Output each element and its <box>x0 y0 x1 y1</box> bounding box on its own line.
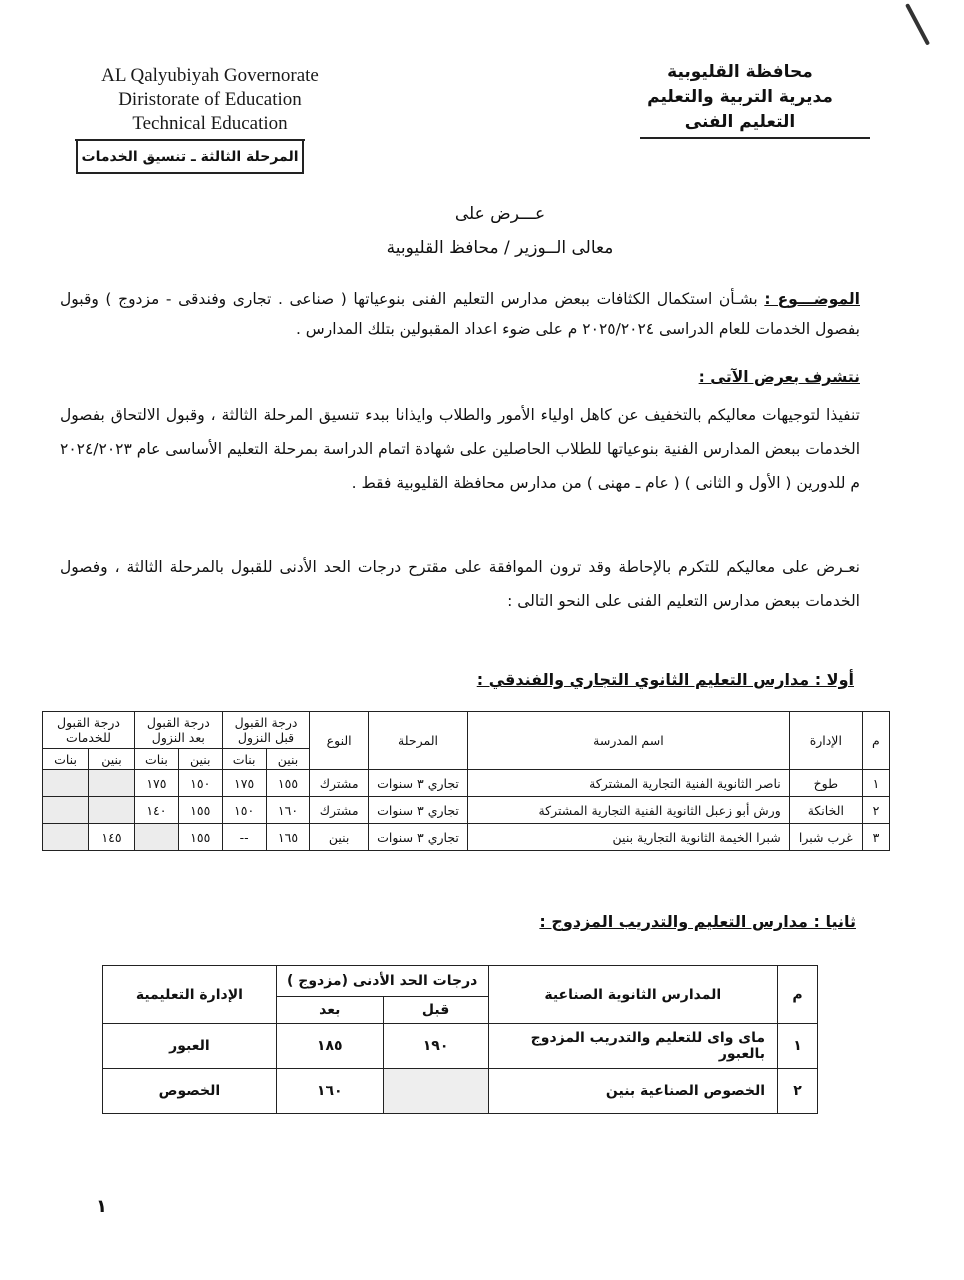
cell-school: ماى واى للتعليم والتدريب المزدوج بالعبور <box>488 1024 778 1069</box>
cell-before-boys: ١٦٠ <box>266 797 310 824</box>
cell-stage: تجاري ٣ سنوات <box>368 824 467 851</box>
col-header-school: اسم المدرسة <box>468 712 790 770</box>
cell-num: ١ <box>778 1024 818 1069</box>
phase-box: المرحلة الثالثة ـ تنسيق الخدمات <box>76 141 304 174</box>
cell-num: ٣ <box>862 824 889 851</box>
intro-heading: نتشرف بعرض الآتى : <box>698 368 860 386</box>
table-row <box>43 824 890 851</box>
header-rule-right <box>640 137 870 139</box>
cell-after-boys: ١٥٥ <box>178 797 222 824</box>
col-header-before: درجة القبول قبل النزول <box>222 712 310 749</box>
cell-type: مشترك <box>310 797 368 824</box>
cell-num: ١ <box>862 770 889 797</box>
col-header-services: درجة القبول للخدمات <box>43 712 135 749</box>
table-row <box>103 1069 818 1114</box>
cell-after-boys: ١٥٥ <box>178 824 222 851</box>
cell-type: بنين <box>310 824 368 851</box>
table-row <box>43 770 890 797</box>
section-1-title: أولا : مدارس التعليم الثانوي التجاري والفندقي : <box>476 670 854 689</box>
subject-label: الموضـــوع : <box>764 290 860 308</box>
cell-services-girls <box>43 824 89 851</box>
commercial-schools-table <box>42 711 890 851</box>
col-header-boys: بنين <box>266 749 310 770</box>
cell-admin: الخانكة <box>789 797 862 824</box>
cell-num: ٢ <box>778 1069 818 1114</box>
cell-before <box>383 1069 488 1114</box>
col-header-girls: بنات <box>222 749 266 770</box>
cell-before-boys: ١٦٥ <box>266 824 310 851</box>
col-header-girls: بنات <box>134 749 178 770</box>
arabic-header-line: مديرية التربية والتعليم <box>647 87 833 107</box>
col-header-admin: الإدارة <box>789 712 862 770</box>
addressee-line-2: معالى الــوزير / محافظ القليوبية <box>386 238 614 258</box>
cell-after: ١٦٠ <box>276 1069 383 1114</box>
paragraph-1: تنفيذا لتوجيهات معاليكم بالتخفيف عن كاهل اولياء الأمور والطلاب وايذانا ببدء تنسيق المرحلة الثالثة ، وقبول الالتحاق بفصول الخدمات ببعض المدارس الفنية بنوعياتها للطلاب الحاصلين على شهادة اتمام الدراسة بمرحلة التعليم الأساسى عام ٢٠٢٤/٢٠٢٣ م للدورين ( الأول و الثانى ) ( عام ـ مهنى ) من مدارس محافظة القليوبية فقط . <box>60 406 860 492</box>
subject-paragraph <box>60 284 860 344</box>
section-2-title-row <box>539 912 856 931</box>
col-header-boys: بنين <box>89 749 135 770</box>
col-header-boys: بنين <box>178 749 222 770</box>
col-header-after: درجة القبول بعد النزول <box>134 712 222 749</box>
subject-text: بشـأن استكمال الكثافات ببعض مدارس التعليم الفنى بنوعياتها ( صناعى . تجارى وفندقى - مزدوج ) وقبول بفصول الخدمات للعام الدراسى ٢٠٢٥/٢٠٢٤ م على ضوء اعداد المقبولين بتلك المدارس . <box>60 290 860 338</box>
paragraph-2: نعـرض على معاليكم للتكرم بالإحاطة وقد ترون الموافقة على مقترح درجات الحد الأدنى للقبول بالمرحلة الثالثة ، وفصول الخدمات ببعض مدارس التعليم الفنى على النحو التالى : <box>60 558 860 610</box>
col-header-min-grades: درجات الحد الأدنى (مزدوج ) <box>276 966 488 997</box>
section-1-title-row <box>477 670 854 689</box>
cell-admin: العبور <box>103 1024 277 1069</box>
table-row <box>43 797 890 824</box>
arabic-header <box>640 60 840 135</box>
cell-services-boys <box>89 797 135 824</box>
section-2-title: ثانيا : مدارس التعليم والتدريب المزدوج : <box>539 912 856 931</box>
cell-before-girls: ١٥٠ <box>222 797 266 824</box>
english-header-line: Diristorate of Education <box>118 89 302 110</box>
table-row <box>103 1024 818 1069</box>
cell-school: ناصر الثانوية الفنية التجارية المشتركة <box>468 770 790 797</box>
cell-after-girls <box>134 824 178 851</box>
cell-admin: طوخ <box>789 770 862 797</box>
cell-after-boys: ١٥٠ <box>178 770 222 797</box>
cell-before-girls: ١٧٥ <box>222 770 266 797</box>
cell-school: ورش أبو زعبل الثانوية الفنية التجارية المشتركة <box>468 797 790 824</box>
english-header-line: AL Qalyubiyah Governorate <box>101 65 319 86</box>
col-header-num: م <box>862 712 889 770</box>
intro-heading-row <box>60 362 860 392</box>
col-header-after: بعد <box>276 997 383 1024</box>
page-number: ١ <box>96 1196 107 1217</box>
cell-before-boys: ١٥٥ <box>266 770 310 797</box>
cell-before: ١٩٠ <box>383 1024 488 1069</box>
cell-services-boys <box>89 770 135 797</box>
pen-mark <box>905 3 930 45</box>
english-header <box>60 64 360 136</box>
arabic-header-line: محافظة القليوبية <box>667 62 813 82</box>
cell-stage: تجاري ٣ سنوات <box>368 797 467 824</box>
cell-school: شبرا الخيمة الثانوية التجارية بنين <box>468 824 790 851</box>
cell-school: الخصوص الصناعية بنين <box>488 1069 778 1114</box>
cell-services-girls <box>43 770 89 797</box>
cell-admin: الخصوص <box>103 1069 277 1114</box>
col-header-num: م <box>778 966 818 1024</box>
cell-admin: غرب شبرا <box>789 824 862 851</box>
cell-after-girls: ١٧٥ <box>134 770 178 797</box>
col-header-before: قبل <box>383 997 488 1024</box>
col-header-stage: المرحلة <box>368 712 467 770</box>
dual-education-table <box>102 965 818 1114</box>
english-header-line: Technical Education <box>132 113 288 134</box>
cell-num: ٢ <box>862 797 889 824</box>
arabic-header-line: التعليم الفنى <box>684 112 796 132</box>
addressee-line-1: عـــرض على <box>454 204 546 224</box>
cell-services-girls <box>43 797 89 824</box>
cell-before-girls: -- <box>222 824 266 851</box>
col-header-school: المدارس الثانوية الصناعية <box>488 966 778 1024</box>
col-header-admin: الإدارة التعليمية <box>103 966 277 1024</box>
col-header-girls: بنات <box>43 749 89 770</box>
cell-after-girls: ١٤٠ <box>134 797 178 824</box>
col-header-type: النوع <box>310 712 368 770</box>
cell-stage: تجاري ٣ سنوات <box>368 770 467 797</box>
cell-after: ١٨٥ <box>276 1024 383 1069</box>
cell-type: مشترك <box>310 770 368 797</box>
cell-services-boys: ١٤٥ <box>89 824 135 851</box>
